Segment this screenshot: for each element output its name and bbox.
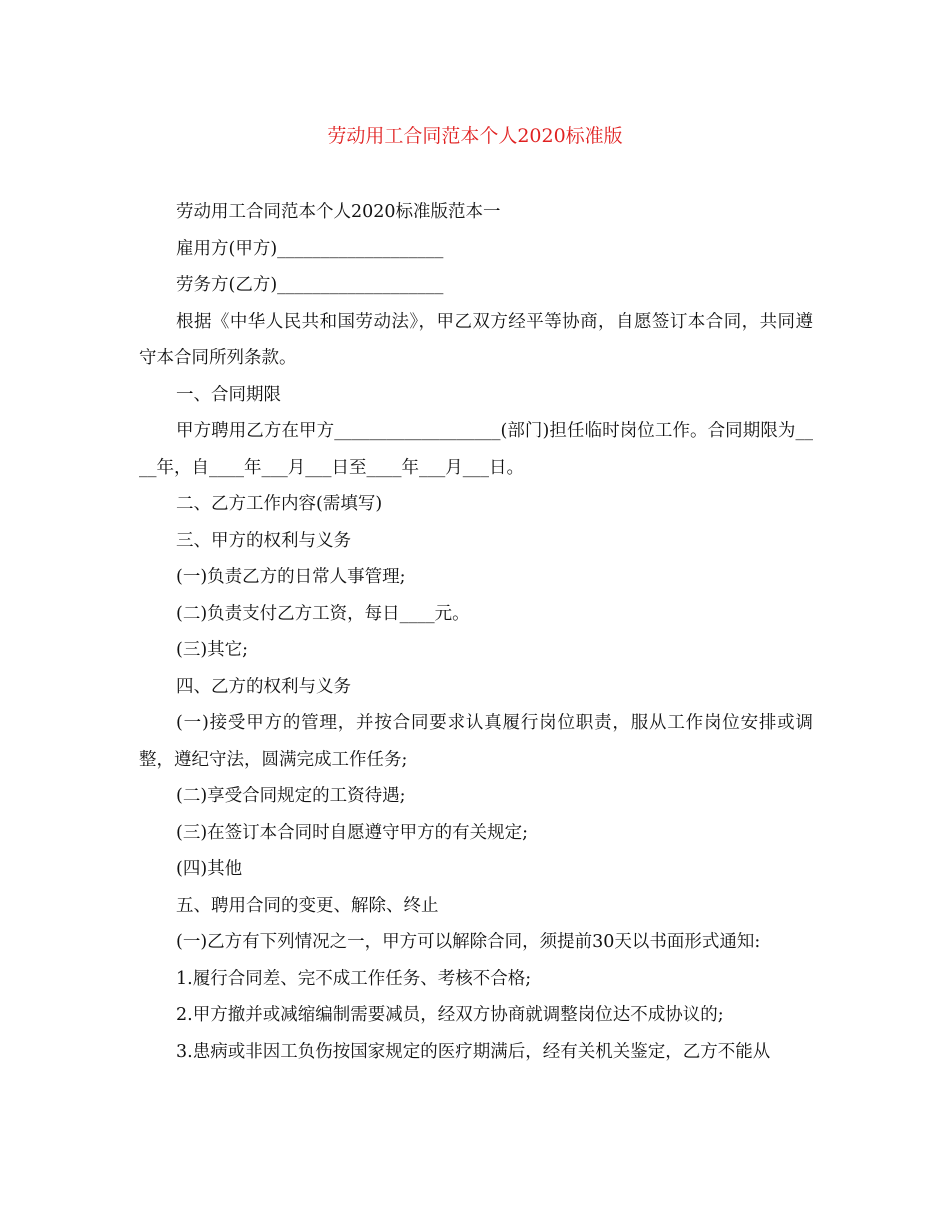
paragraph-preamble: 根据《中华人民共和国劳动法》，甲乙双方经平等协商，自愿签订本合同，共同遵守本合同所列条款。 — [139, 311, 813, 368]
section-heading-work-content: 二、乙方工作内容(需填写) — [176, 494, 383, 514]
paragraph-employer: 雇用方(甲方)___________________ — [176, 238, 444, 259]
section-heading-party-a-rights: 三、甲方的权利与义务 — [176, 530, 351, 551]
clause-a-3: (三)其它; — [176, 640, 249, 660]
list-item-1: 1.履行合同差、完不成工作任务、考核不合格; — [176, 968, 532, 989]
paragraph-subtitle: 劳动用工合同范本个人2020标准版范本一 — [176, 202, 501, 222]
paragraph-term: 甲方聘用乙方在甲方___________________(部门)担任临时岗位工作。合同期限为____年，自____年___月___日至____年___月___日。 — [139, 421, 813, 478]
list-item-2: 2.甲方撤并或减缩编制需要减员，经双方协商就调整岗位达不成协议的; — [176, 1005, 724, 1025]
document-body — [139, 194, 813, 1070]
document-title: 劳动用工合同范本个人2020标准版 — [327, 125, 623, 147]
list-item-3: 3.患病或非因工负伤按国家规定的医疗期满后，经有关机关鉴定，乙方不能从 — [176, 1041, 771, 1062]
section-heading-party-b-rights: 四、乙方的权利与义务 — [176, 676, 351, 697]
clause-a-1: (一)负责乙方的日常人事管理; — [176, 567, 406, 587]
clause-b-3: (三)在签订本合同时自愿遵守甲方的有关规定; — [176, 822, 529, 843]
clause-c-1: (一)乙方有下列情况之一，甲方可以解除合同，须提前30天以书面形式通知: — [176, 932, 761, 952]
clause-a-2: (二)负责支付乙方工资，每日____元。 — [176, 603, 470, 624]
clause-b-2: (二)享受合同规定的工资待遇; — [176, 786, 406, 806]
paragraph-employee: 劳务方(乙方)___________________ — [176, 275, 444, 295]
section-heading-changes: 五、聘用合同的变更、解除、终止 — [176, 895, 439, 916]
section-heading-term: 一、合同期限 — [176, 384, 281, 405]
clause-b-1: (一)接受甲方的管理，并按合同要求认真履行岗位职责，服从工作岗位安排或调整，遵纪守法，圆满完成工作任务; — [139, 713, 813, 770]
clause-b-4: (四)其他 — [176, 859, 243, 879]
